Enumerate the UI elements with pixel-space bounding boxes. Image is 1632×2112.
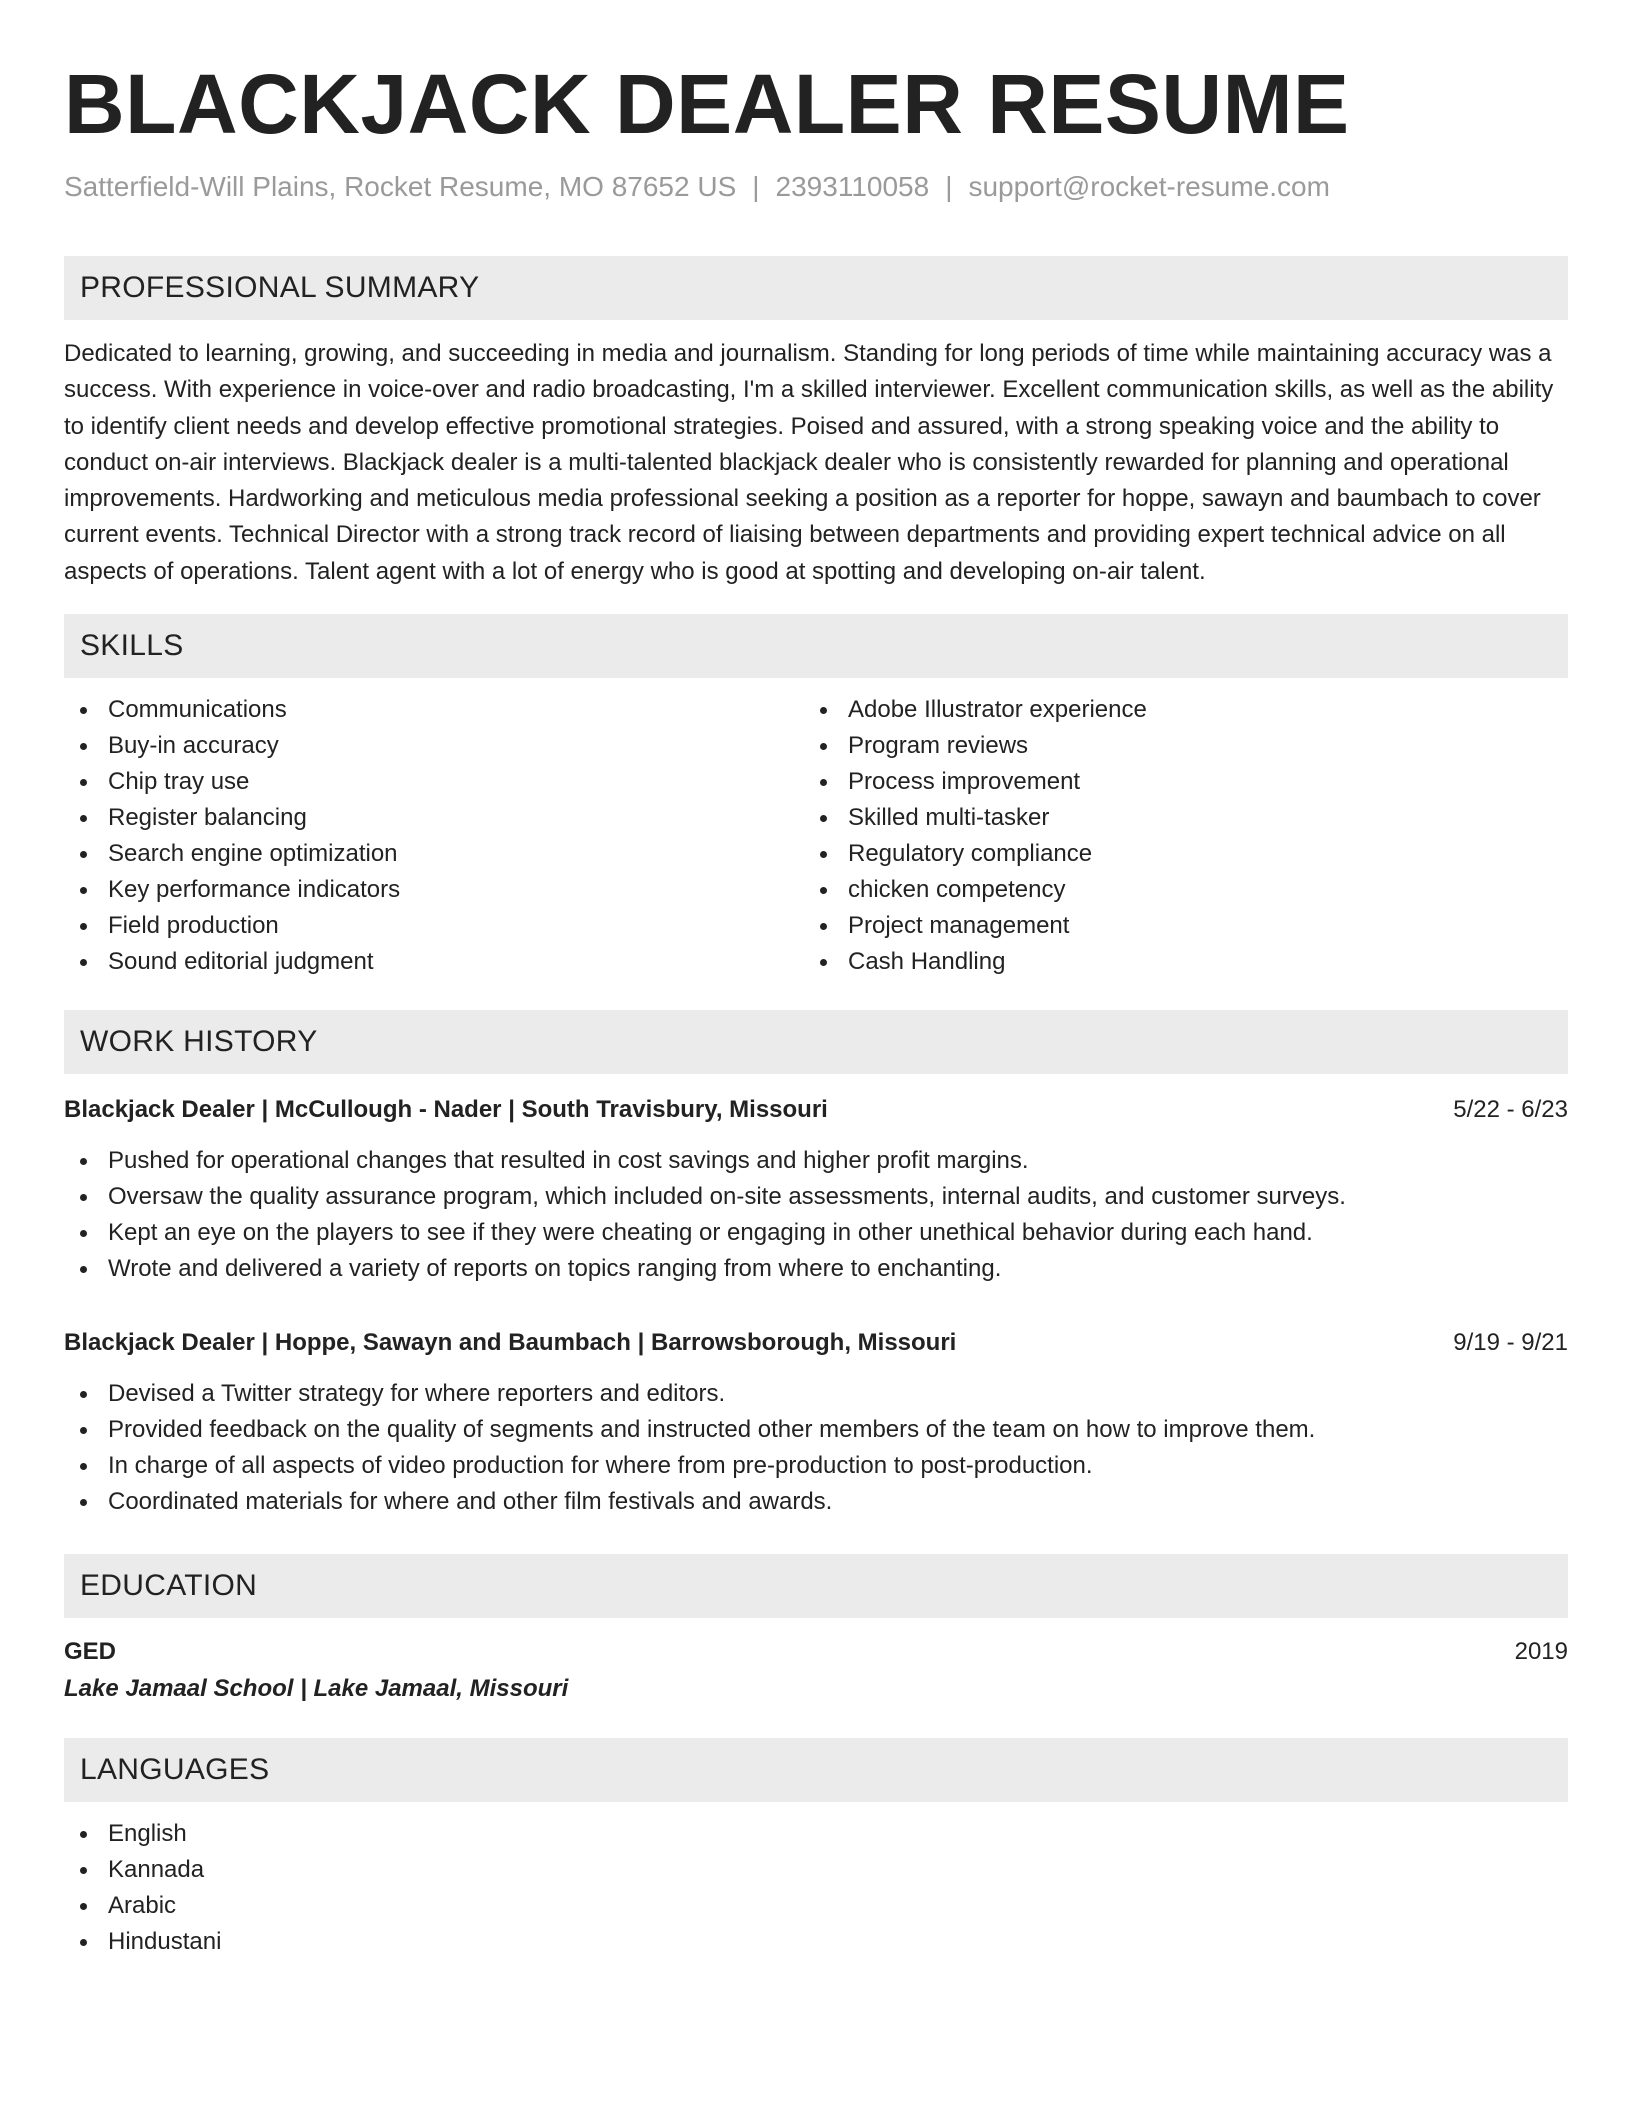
skill-item: Project management	[804, 908, 1544, 944]
job-bullet: In charge of all aspects of video production for where from pre-production to post-production.	[64, 1448, 1568, 1484]
job-entry	[64, 1092, 1568, 1287]
education-entry	[64, 1634, 1568, 1708]
skill-item: Field production	[64, 908, 804, 944]
education-year: 2019	[1514, 1638, 1568, 1666]
language-item: Hindustani	[64, 1924, 1568, 1960]
job-header	[64, 1325, 1568, 1361]
section-heading-education: EDUCATION	[64, 1554, 1568, 1618]
languages-list	[64, 1816, 1568, 1960]
skill-item: Sound editorial judgment	[64, 944, 804, 980]
job-entry	[64, 1325, 1568, 1520]
skill-item: Skilled multi-tasker	[804, 800, 1544, 836]
contact-separator: |	[945, 171, 953, 202]
job-title: Blackjack Dealer | McCullough - Nader | South Travisbury, Missouri	[64, 1096, 828, 1124]
job-bullet: Oversaw the quality assurance program, which included on-site assessments, internal audits, and customer surveys.	[64, 1179, 1568, 1215]
skill-item: Process improvement	[804, 764, 1544, 800]
education-school: Lake Jamaal School | Lake Jamaal, Missouri	[64, 1675, 569, 1703]
contact-address: Satterfield-Will Plains, Rocket Resume, MO 87652 US	[64, 171, 737, 202]
skill-item: Adobe Illustrator experience	[804, 692, 1544, 728]
skill-item: Program reviews	[804, 728, 1544, 764]
job-bullets	[64, 1143, 1568, 1287]
language-item: Arabic	[64, 1888, 1568, 1924]
section-heading-summary: PROFESSIONAL SUMMARY	[64, 256, 1568, 320]
job-bullet: Kept an eye on the players to see if they were cheating or engaging in other unethical behavior during each hand.	[64, 1215, 1568, 1251]
skills-list-right	[804, 692, 1544, 980]
resume-title: BLACKJACK DEALER RESUME	[64, 57, 1350, 151]
skills-list-left	[64, 692, 804, 980]
job-bullet: Wrote and delivered a variety of reports on topics ranging from where to enchanting.	[64, 1251, 1568, 1287]
section-heading-skills: SKILLS	[64, 614, 1568, 678]
language-item: English	[64, 1816, 1568, 1852]
section-heading-languages: LANGUAGES	[64, 1738, 1568, 1802]
skill-item: Key performance indicators	[64, 872, 804, 908]
summary-text: Dedicated to learning, growing, and succeeding in media and journalism. Standing for long periods of time while maintaining accuracy was a success. With experience in voice-over and radio broadcasting, I'm a skilled interviewer. Excellent communication skills, as well as the ability to identify client needs and develop effective promotional strategies. Poised and assured, with a strong speaking voice and the ability to conduct on-air interviews. Blackjack dealer is a multi-talented blackjack dealer who is consistently rewarded for planning and operational improvements. Hardworking and meticulous media professional seeking a position as a reporter for hoppe, sawayn and baumbach to cover current events. Technical Director with a strong track record of liaising between departments and providing expert technical advice on all aspects of operations. Talent agent with a lot of energy who is good at spotting and developing on-air talent.	[64, 340, 1554, 585]
job-bullet: Devised a Twitter strategy for where reporters and editors.	[64, 1376, 1568, 1412]
section-heading-work-history: WORK HISTORY	[64, 1010, 1568, 1074]
skill-item: Search engine optimization	[64, 836, 804, 872]
skill-item: Buy-in accuracy	[64, 728, 804, 764]
skill-item: Chip tray use	[64, 764, 804, 800]
job-header	[64, 1092, 1568, 1128]
language-item: Kannada	[64, 1852, 1568, 1888]
job-bullet: Coordinated materials for where and other film festivals and awards.	[64, 1484, 1568, 1520]
contact-line	[64, 170, 1568, 204]
education-degree: GED	[64, 1638, 117, 1666]
education-header	[64, 1634, 1568, 1670]
contact-separator: |	[752, 171, 760, 202]
skills-columns	[64, 692, 1568, 980]
skill-item: chicken competency	[804, 872, 1544, 908]
skill-item: Cash Handling	[804, 944, 1544, 980]
job-bullet: Pushed for operational changes that resulted in cost savings and higher profit margins.	[64, 1143, 1568, 1179]
contact-phone: 2393110058	[775, 171, 930, 202]
skill-item: Communications	[64, 692, 804, 728]
job-bullet: Provided feedback on the quality of segments and instructed other members of the team on how to improve them.	[64, 1412, 1568, 1448]
contact-email: support@rocket-resume.com	[968, 171, 1330, 202]
job-dates: 9/19 - 9/21	[1453, 1329, 1568, 1357]
skill-item: Register balancing	[64, 800, 804, 836]
job-bullets	[64, 1376, 1568, 1520]
skill-item: Regulatory compliance	[804, 836, 1544, 872]
job-dates: 5/22 - 6/23	[1453, 1096, 1568, 1124]
job-title: Blackjack Dealer | Hoppe, Sawayn and Baumbach | Barrowsborough, Missouri	[64, 1329, 957, 1357]
